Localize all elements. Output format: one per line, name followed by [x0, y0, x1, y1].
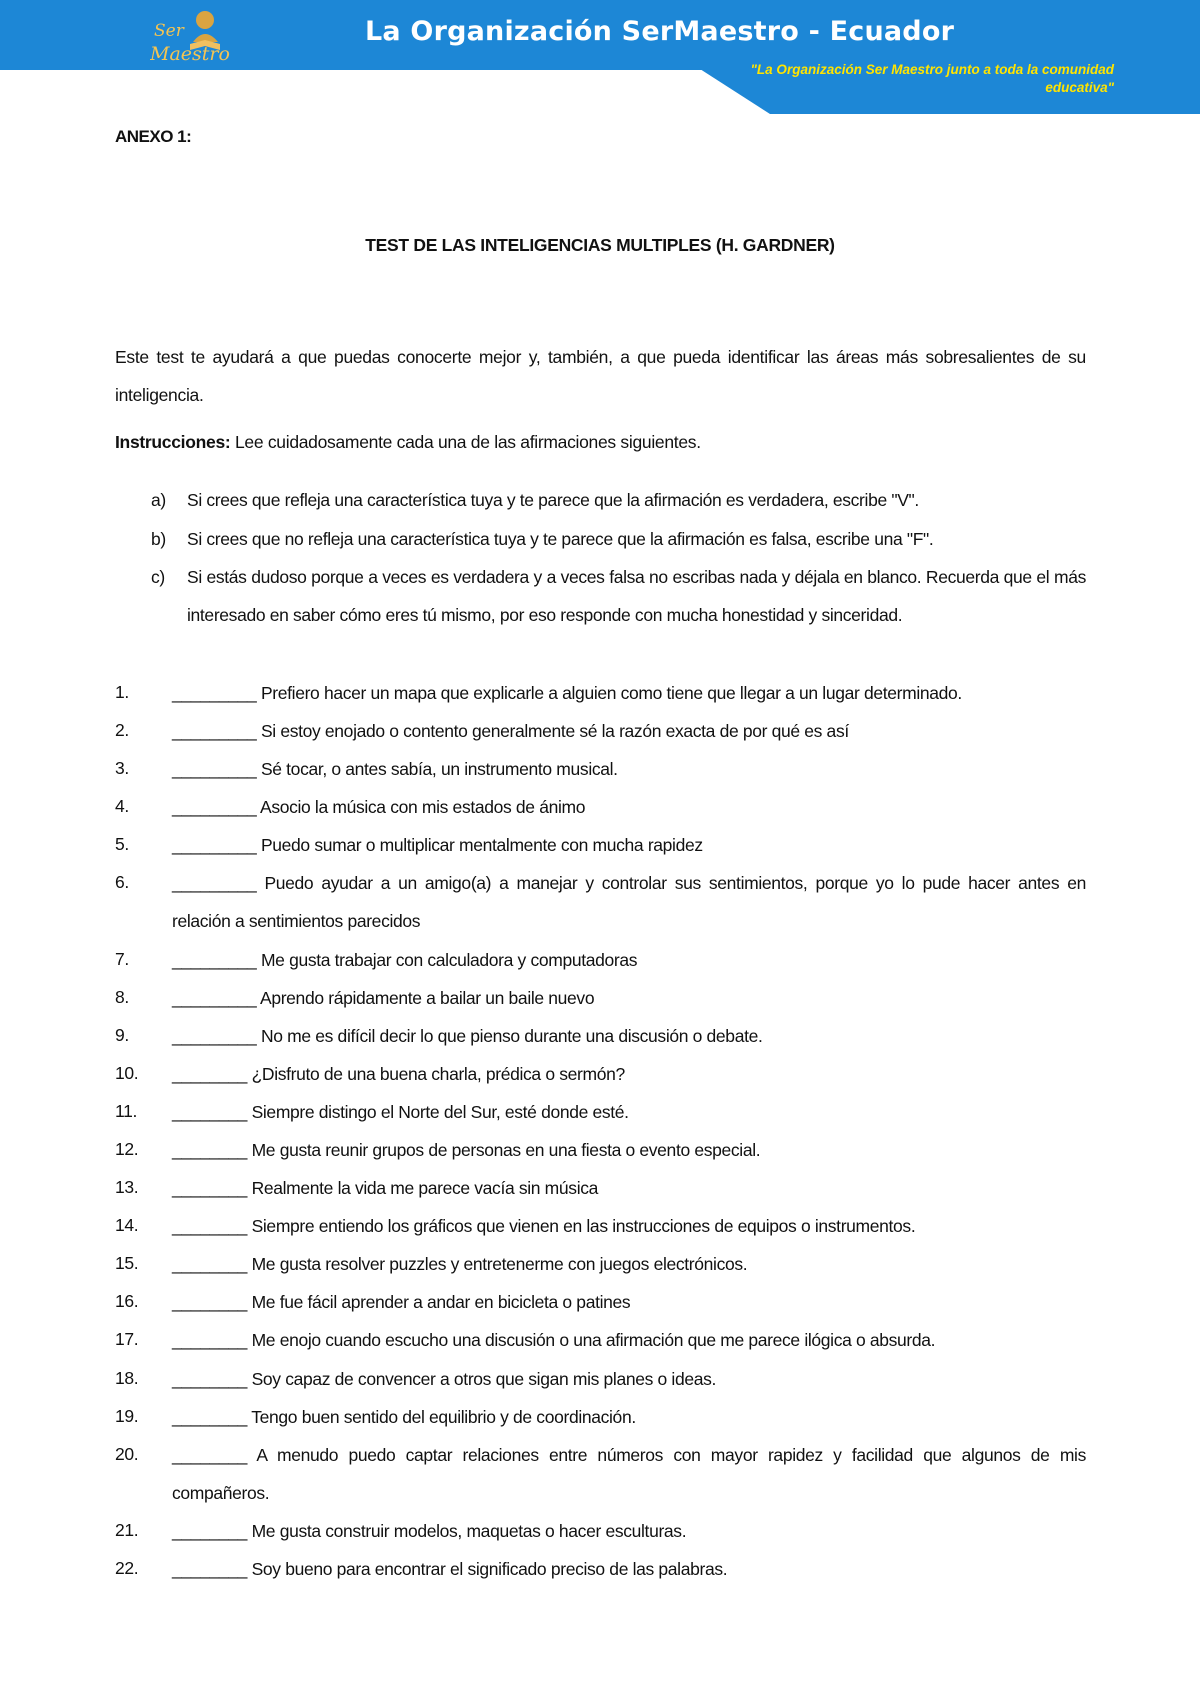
question-text: ________ Soy capaz de convencer a otros que sigan mis planes o ideas. — [172, 1369, 717, 1389]
question-item — [115, 1329, 1086, 1359]
question-item — [115, 720, 1086, 750]
question-text: ________ Me fue fácil aprender a andar en bicicleta o patines — [172, 1292, 631, 1312]
question-number: 10. — [115, 1063, 139, 1083]
question-item — [115, 1101, 1086, 1131]
question-text: ________ Me gusta resolver puzzles y entretenerme con juegos electrónicos. — [172, 1254, 748, 1274]
instructions-label: Instrucciones: — [115, 432, 231, 452]
question-item — [115, 987, 1086, 1017]
question-item — [115, 1520, 1086, 1550]
question-number: 2. — [115, 720, 129, 740]
question-item — [115, 1063, 1086, 1093]
question-number: 13. — [115, 1177, 139, 1197]
question-text: ________ Siempre distingo el Norte del Sur, esté donde esté. — [172, 1102, 629, 1122]
question-text: _________ Asocio la música con mis estados de ánimo — [172, 797, 586, 817]
question-number: 19. — [115, 1406, 139, 1426]
question-item — [115, 1215, 1086, 1245]
question-number: 15. — [115, 1253, 139, 1273]
question-item — [115, 1177, 1086, 1207]
question-text: ________ Me enojo cuando escucho una discusión o una afirmación que me parece ilógica o absurda. — [172, 1330, 936, 1350]
question-number: 17. — [115, 1329, 139, 1349]
question-number: 7. — [115, 949, 129, 969]
question-number: 6. — [115, 872, 129, 892]
question-item — [115, 834, 1086, 864]
header-title: La Organización SerMaestro - Ecuador — [365, 16, 955, 47]
question-number: 8. — [115, 987, 129, 1007]
svg-text:Maestro: Maestro — [150, 43, 230, 65]
question-text: ________ Soy bueno para encontrar el significado preciso de las palabras. — [172, 1559, 728, 1579]
instructions — [115, 432, 701, 453]
question-text: ________ ¿Disfruto de una buena charla, prédica o sermón? — [172, 1064, 625, 1084]
question-number: 21. — [115, 1520, 139, 1540]
question-number: 14. — [115, 1215, 139, 1235]
question-number: 4. — [115, 796, 129, 816]
question-text: ________ Siempre entiendo los gráficos que vienen en las instrucciones de equipos o instrumentos. — [172, 1216, 916, 1236]
option-letter: c) — [151, 567, 165, 587]
question-item — [115, 682, 1086, 712]
question-item — [115, 1444, 1086, 1503]
question-number: 3. — [115, 758, 129, 778]
question-number: 12. — [115, 1139, 139, 1159]
question-text: ________ A menudo puedo captar relaciones entre números con mayor rapidez y facilidad que algunos de mis compañeros. — [172, 1445, 1086, 1503]
question-number: 20. — [115, 1444, 139, 1464]
question-text: _________ Me gusta trabajar con calculadora y computadoras — [172, 950, 638, 970]
question-text: ________ Tengo buen sentido del equilibrio y de coordinación. — [172, 1407, 636, 1427]
annex-label: ANEXO 1: — [115, 127, 192, 146]
question-item — [115, 758, 1086, 788]
question-number: 1. — [115, 682, 129, 702]
header-tagline: "La Organización Ser Maestro junto a toda la comunidad educativa" — [750, 62, 1114, 95]
question-text: _________ Aprendo rápidamente a bailar un baile nuevo — [172, 988, 595, 1008]
question-text: _________ Puedo ayudar a un amigo(a) a manejar y controlar sus sentimientos, porque yo lo pude hacer antes en relación a sentimientos parecidos — [172, 873, 1086, 931]
option-letter: b) — [151, 529, 166, 549]
question-text: _________ Sé tocar, o antes sabía, un instrumento musical. — [172, 759, 618, 779]
option-text: Si crees que no refleja una característica tuya y te parece que la afirmación es falsa, escribe una "F". — [187, 529, 934, 549]
option-text: Si estás dudoso porque a veces es verdadera y a veces falsa no escribas nada y déjala en blanco. Recuerda que el más interesado en saber cómo eres tú mismo, por eso responde con mucha honestidad y sinceridad. — [187, 567, 1086, 625]
ser-maestro-logo — [150, 6, 230, 66]
question-number: 9. — [115, 1025, 129, 1045]
question-text: _________ Puedo sumar o multiplicar mentalmente con mucha rapidez — [172, 835, 703, 855]
question-number: 22. — [115, 1558, 139, 1578]
question-text: ________ Me gusta construir modelos, maquetas o hacer esculturas. — [172, 1521, 687, 1541]
question-item — [115, 1139, 1086, 1169]
question-number: 5. — [115, 834, 129, 854]
question-text: ________ Me gusta reunir grupos de personas en una fiesta o evento especial. — [172, 1140, 761, 1160]
option-text: Si crees que refleja una característica tuya y te parece que la afirmación es verdadera, escribe "V". — [187, 490, 919, 510]
document-title: TEST DE LAS INTELIGENCIAS MULTIPLES (H. GARDNER) — [365, 235, 835, 255]
question-text: _________ Prefiero hacer un mapa que explicarle a alguien como tiene que llegar a un lugar determinado. — [172, 683, 962, 703]
question-number: 11. — [115, 1101, 137, 1121]
intro-paragraph: Este test te ayudará a que puedas conocerte mejor y, también, a que pueda identificar las áreas más sobresalientes de su inteligencia. — [115, 347, 1086, 405]
question-item — [115, 1253, 1086, 1283]
question-item — [115, 949, 1086, 979]
question-item — [115, 1406, 1086, 1436]
question-item — [115, 1558, 1086, 1588]
question-item — [115, 1368, 1086, 1398]
question-item — [115, 872, 1086, 931]
question-number: 18. — [115, 1368, 139, 1388]
question-item — [115, 796, 1086, 826]
svg-text:Ser: Ser — [154, 21, 184, 41]
question-number: 16. — [115, 1291, 139, 1311]
question-text: _________ No me es difícil decir lo que pienso durante una discusión o debate. — [172, 1026, 763, 1046]
instructions-text: Lee cuidadosamente cada una de las afirmaciones siguientes. — [230, 432, 701, 452]
question-text: _________ Si estoy enojado o contento generalmente sé la razón exacta de por qué es así — [172, 721, 849, 741]
question-text: ________ Realmente la vida me parece vacía sin música — [172, 1178, 599, 1198]
question-item — [115, 1025, 1086, 1055]
question-item — [115, 1291, 1086, 1321]
option-letter: a) — [151, 490, 166, 510]
